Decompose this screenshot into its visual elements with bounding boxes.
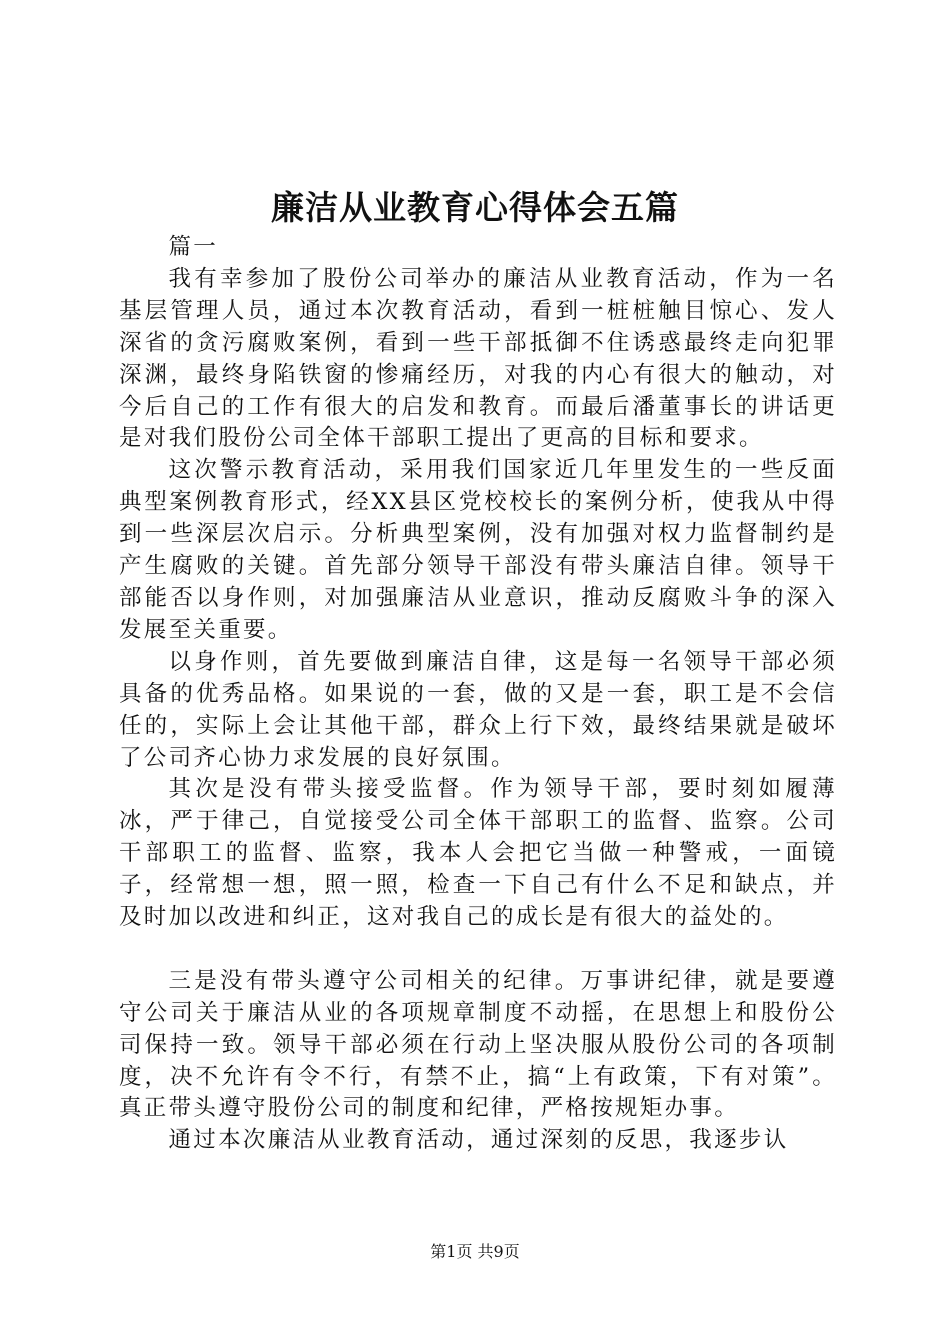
paragraph-5: 三是没有带头遵守公司相关的纪律。万事讲纪律，就是要遵守公司关于廉洁从业的各项规章制度不动摇，在思想上和股份公司保持一致。领导干部必须在行动上坚决服从股份公司的各项制度，决不允许有令不行，有禁不止，搞“上有政策，下有对策”。真正带头遵守股份公司的制度和纪律，严格按规矩办事。 — [119, 967, 837, 1122]
paragraph-1: 我有幸参加了股份公司举办的廉洁从业教育活动，作为一名基层管理人员，通过本次教育活动，看到一桩桩触目惊心、发人深省的贪污腐败案例，看到一些干部抵御不住诱惑最终走向犯罪深渊，最终身陷铁窗的惨痛经历，对我的内心有很大的触动，对今后自己的工作有很大的启发和教育。而最后潘董事长的讲话更是对我们股份公司全体干部职工提出了更高的目标和要求。 — [119, 265, 837, 452]
paragraph-spacer — [119, 934, 837, 966]
section-label: 篇一 — [168, 234, 219, 260]
page-footer: 第1页 共9页 — [430, 1242, 520, 1261]
paragraph-2: 这次警示教育活动，采用我们国家近几年里发生的一些反面典型案例教育形式，经XX县区党校校长的案例分析，使我从中得到一些深层次启示。分析典型案例，没有加强对权力监督制约是产生腐败的关键。首先部分领导干部没有带头廉洁自律。领导干部能否以身作则，对加强廉洁从业意识，推动反腐败斗争的深入发展至关重要。 — [119, 457, 837, 643]
paragraph-3: 以身作则，首先要做到廉洁自律，这是每一名领导干部必须具备的优秀品格。如果说的一套，做的又是一套，职工是不会信任的，实际上会让其他干部，群众上行下效，最终结果就是破坏了公司齐心协力求发展的良好氛围。 — [119, 648, 837, 771]
document-title: 廉洁从业教育心得体会五篇 — [271, 188, 679, 227]
paragraph-4: 其次是没有带头接受监督。作为领导干部，要时刻如履薄冰，严于律己，自觉接受公司全体干部职工的监督、监察。公司干部职工的监督、监察，我本人会把它当做一种警戒，一面镜子，经常想一想，照一照，检查一下自己有什么不足和缺点，并及时加以改进和纠正，这对我自己的成长是有很大的益处的。 — [119, 776, 837, 931]
paragraph-6: 通过本次廉洁从业教育活动，通过深刻的反思，我逐步认 — [168, 1127, 789, 1154]
document-body — [119, 232, 837, 1157]
